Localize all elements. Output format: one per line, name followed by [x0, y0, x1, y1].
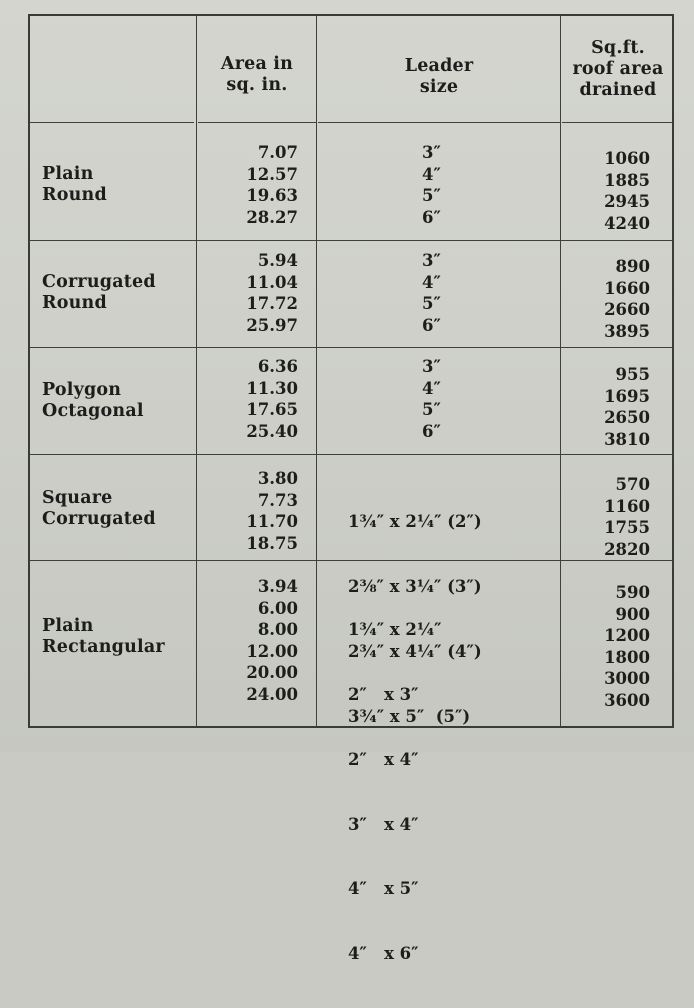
area-cell: 24.00	[246, 684, 298, 704]
header-rule-name	[30, 122, 194, 123]
roof-cell: 3000	[604, 669, 650, 689]
area-cell: 17.65	[246, 400, 298, 420]
area-cell: 19.63	[246, 186, 298, 206]
area-cell: 7.07	[257, 143, 298, 162]
area-column	[208, 356, 298, 442]
roof-column	[586, 474, 650, 560]
area-cell: 18.75	[246, 533, 298, 553]
group-separator-1	[30, 240, 674, 241]
roof-cell: 2650	[604, 408, 650, 428]
roof-cell: 3895	[604, 321, 650, 341]
header-leader-size: Leader size	[404, 56, 474, 97]
area-cell: 6.36	[257, 357, 298, 376]
roof-cell: 570	[615, 475, 650, 494]
roof-column	[586, 256, 650, 342]
leader-cell: 1¾″ x 2¼″	[348, 620, 442, 640]
leader-cell: 4″	[422, 272, 441, 292]
roof-cell: 3810	[604, 429, 650, 449]
area-cell: 3.80	[257, 469, 298, 488]
roof-cell: 1695	[604, 386, 650, 406]
roof-cell: 590	[615, 583, 650, 602]
roof-cell: 1160	[604, 496, 650, 516]
leader-cell: 3″	[422, 357, 441, 376]
group-plain-round	[30, 140, 672, 240]
roof-cell: 1060	[604, 149, 650, 168]
leader-cell: 5″	[422, 186, 441, 206]
area-column	[208, 142, 298, 228]
area-cell: 11.30	[246, 378, 298, 398]
area-cell: 11.70	[246, 512, 298, 532]
leader-cell: 1¾″ x 2¼″ (2″)	[348, 512, 482, 532]
header-roof-area: Sq.ft. roof area drained	[572, 38, 664, 100]
roof-cell: 1755	[604, 518, 650, 538]
header-rule-roof	[562, 122, 674, 123]
leader-cell: 5″	[422, 400, 441, 420]
roof-cell: 2945	[604, 192, 650, 212]
area-cell: 11.04	[246, 272, 298, 292]
leader-cell: 6″	[422, 421, 441, 441]
table-frame	[28, 14, 674, 964]
leader-cell: 3″ x 4″	[348, 814, 419, 834]
roof-column	[586, 364, 650, 450]
area-column	[208, 576, 298, 706]
area-cell: 6.00	[257, 598, 298, 618]
group-name: Corrugated Round	[42, 272, 156, 313]
roof-cell: 1200	[604, 626, 650, 646]
roof-cell: 890	[615, 257, 650, 276]
group-polygon-octagonal	[30, 356, 672, 456]
group-name: Square Corrugated	[42, 488, 156, 529]
leader-column	[422, 356, 462, 442]
leader-cell: 3″	[422, 143, 441, 162]
area-cell: 5.94	[257, 251, 298, 270]
group-plain-rectangular	[30, 576, 672, 964]
group-name: Polygon Octagonal	[42, 380, 144, 421]
area-cell: 25.97	[246, 315, 298, 335]
area-cell: 12.00	[246, 641, 298, 661]
group-name: Plain Round	[42, 164, 107, 205]
leader-cell: 2″ x 4″	[348, 749, 419, 769]
roof-cell: 955	[615, 365, 650, 384]
area-column	[208, 250, 298, 336]
leader-cell: 3″	[422, 251, 441, 270]
leader-cell: 4″	[422, 378, 441, 398]
area-column	[208, 468, 298, 554]
roof-cell: 1800	[604, 647, 650, 667]
area-cell: 25.40	[246, 421, 298, 441]
leader-cell: 4″ x 5″	[348, 879, 419, 899]
roof-cell: 4240	[604, 213, 650, 233]
roof-cell: 900	[615, 604, 650, 624]
roof-column	[586, 582, 650, 712]
area-cell: 20.00	[246, 663, 298, 683]
header-rule-area	[198, 122, 316, 123]
group-name: Plain Rectangular	[42, 616, 165, 657]
leader-cell: 3¾″ x 5″ (5″)	[348, 706, 471, 726]
roof-cell: 1885	[604, 170, 650, 190]
area-cell: 17.72	[246, 294, 298, 314]
area-cell: 12.57	[246, 164, 298, 184]
leader-column	[422, 142, 462, 228]
leader-cell: 2¾″ x 4¼″ (4″)	[348, 641, 482, 661]
header-rule-leader	[318, 122, 560, 123]
area-cell: 28.27	[246, 207, 298, 227]
roof-column	[586, 148, 650, 234]
area-cell: 8.00	[257, 620, 298, 640]
leader-cell: 4″ x 6″	[348, 944, 419, 964]
area-cell: 7.73	[257, 490, 298, 510]
area-cell: 3.94	[257, 577, 298, 596]
header-area: Area in sq. in.	[220, 54, 294, 95]
leader-column	[348, 576, 572, 1008]
table-header	[30, 16, 672, 126]
leader-cell: 2⅜″ x 3¼″ (3″)	[348, 576, 482, 596]
leader-cell: 5″	[422, 294, 441, 314]
leader-column	[422, 250, 462, 336]
leader-cell: 6″	[422, 315, 441, 335]
leader-cell: 2″ x 3″	[348, 684, 419, 704]
roof-cell: 3600	[604, 690, 650, 710]
group-corrugated-round	[30, 248, 672, 348]
roof-cell: 2660	[604, 300, 650, 320]
leader-cell: 4″	[422, 164, 441, 184]
leader-cell: 6″	[422, 207, 441, 227]
roof-cell: 1660	[604, 278, 650, 298]
roof-cell: 2820	[604, 539, 650, 559]
